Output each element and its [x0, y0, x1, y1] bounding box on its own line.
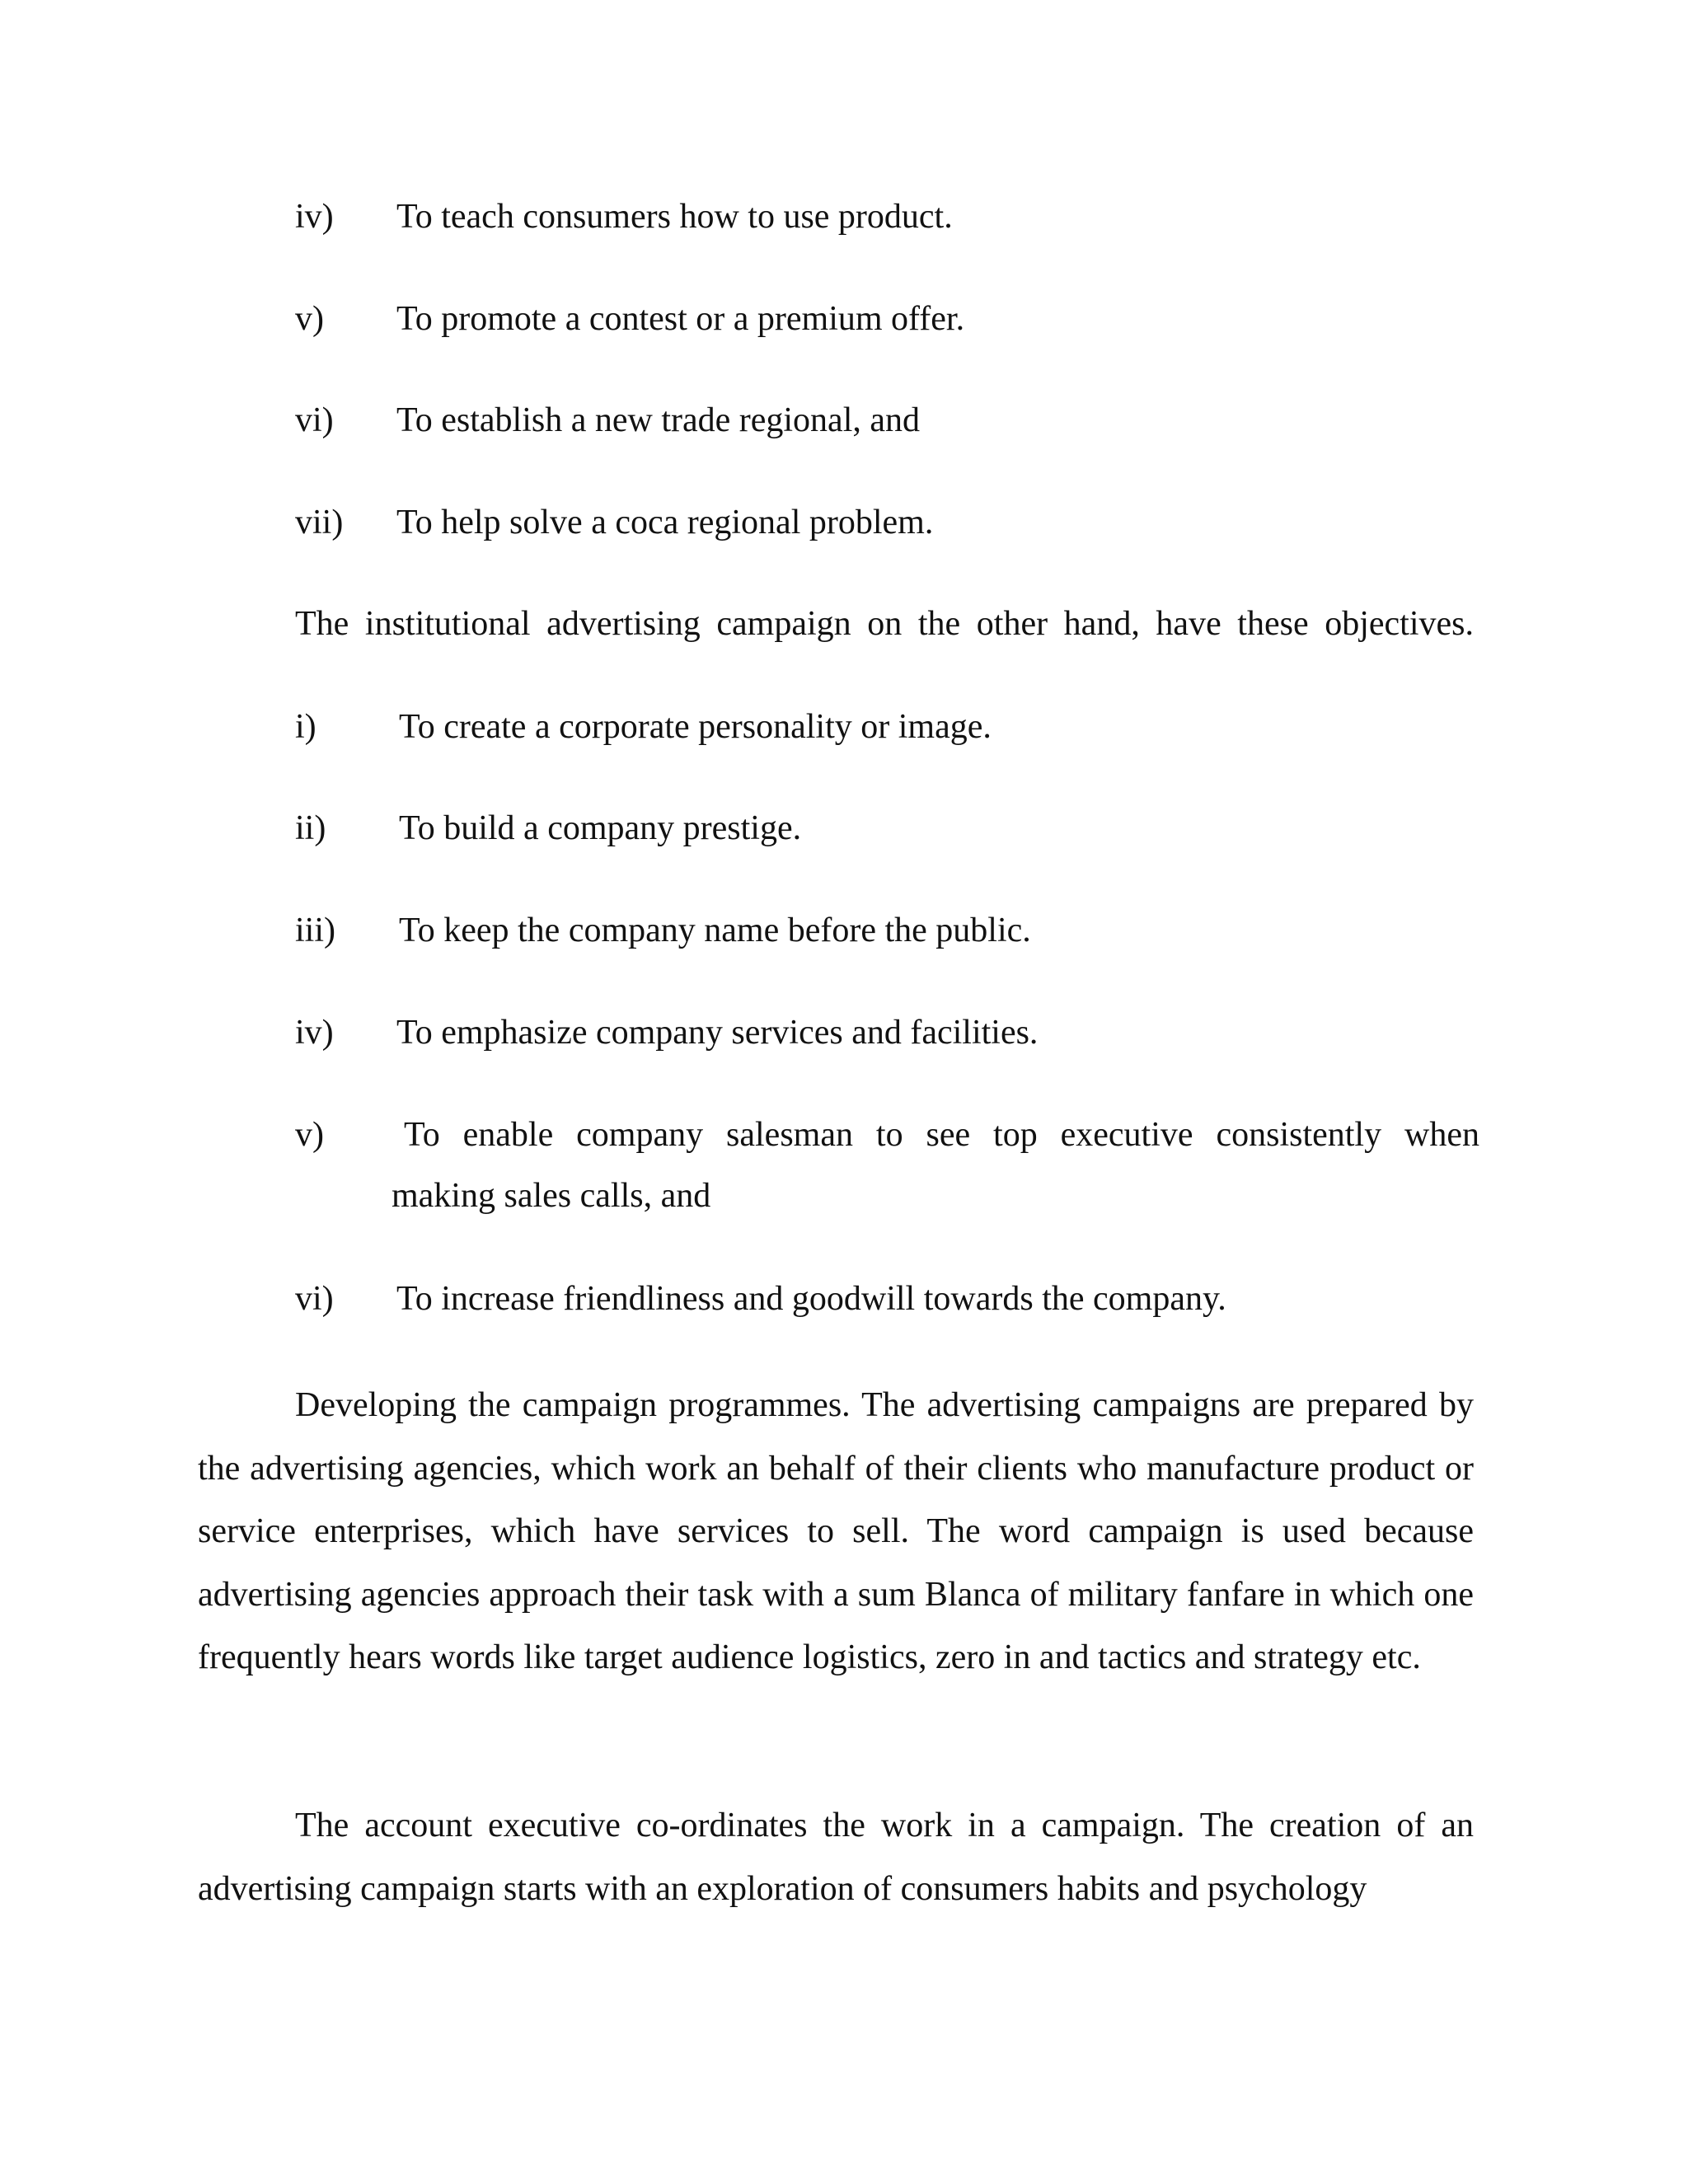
list-number: vii)	[295, 504, 344, 541]
list-text: To create a corporate personality or image.	[399, 708, 992, 746]
list-number: ii)	[295, 809, 326, 847]
list-text: To teach consumers how to use product.	[396, 198, 953, 236]
list-number: i)	[295, 708, 316, 746]
list-number: vi)	[295, 401, 334, 439]
list-text: To increase friendliness and goodwill towards the company.	[396, 1280, 1226, 1318]
list-number: iv)	[295, 198, 334, 236]
list-text: To keep the company name before the public.	[399, 912, 1031, 949]
list-number: iii)	[295, 912, 335, 949]
list-text-continuation: making sales calls, and	[392, 1177, 711, 1215]
list-number: v)	[295, 300, 324, 338]
list-number: vi)	[295, 1280, 334, 1318]
institutional-lead-sentence: The institutional advertising campaign on the other hand, have these objectives.	[295, 605, 1474, 643]
list-text: To enable company salesman to see top executive consistently when	[404, 1116, 1479, 1154]
list-number: v)	[295, 1116, 324, 1154]
list-text: To establish a new trade regional, and	[396, 401, 921, 439]
list-text: To promote a contest or a premium offer.	[396, 300, 965, 338]
body-paragraph: Developing the campaign programmes. The advertising campaigns are prepared by the advertising agencies, which work an behalf of their clients who manufacture product or service enterprises, which have services to sell. The word campaign is used because advertising agencies approach their task with a sum Blanca of military fanfare in which one frequently hears words like target audience logistics, zero in and tactics and strategy etc.	[198, 1386, 1474, 1676]
list-text: To build a company prestige.	[399, 809, 802, 847]
list-number: iv)	[295, 1014, 334, 1052]
list-item	[295, 1104, 1479, 1226]
list-text: To emphasize company services and facilities.	[396, 1014, 1039, 1052]
list-text: To help solve a coca regional problem.	[396, 504, 934, 541]
body-paragraph: The account executive co-ordinates the work in a campaign. The creation of an advertising campaign starts with an exploration of consumers habits and psychology	[198, 1807, 1474, 1908]
